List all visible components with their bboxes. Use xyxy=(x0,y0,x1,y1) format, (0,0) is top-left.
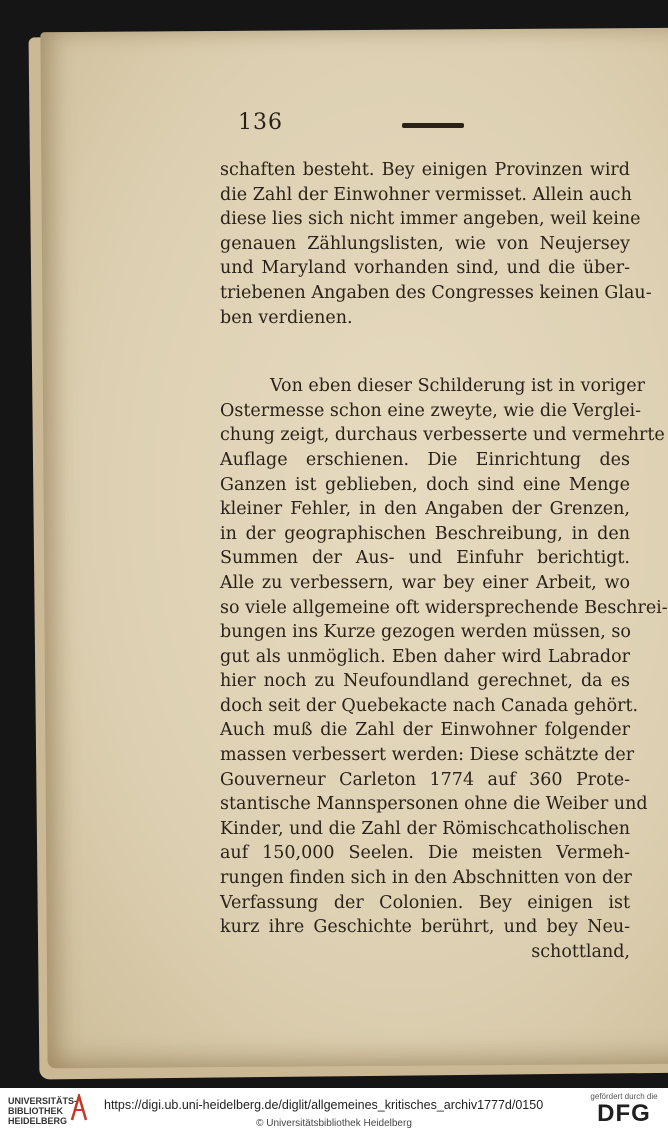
text-line: triebenen Angaben des Congresses keinen Glau- xyxy=(220,282,652,303)
header-rule xyxy=(402,123,464,128)
text-line: Kinder, und die Zahl der Römischcatholischen xyxy=(220,818,630,839)
copyright-notice: © Universitätsbibliothek Heidelberg xyxy=(256,1118,412,1129)
page-number: 136 xyxy=(238,110,283,135)
funder-label: gefördert durch die xyxy=(590,1092,658,1101)
text-line: Summen der Aus- und Einfuhr berichtigt. xyxy=(220,548,630,569)
text-line: in der geographischen Beschreibung, in den xyxy=(220,523,630,544)
text-line: Auch muß die Zahl der Einwohner folgender xyxy=(220,720,630,741)
body-text xyxy=(220,158,668,964)
text-line: bungen ins Kurze gezogen werden müssen, so xyxy=(220,622,631,643)
text-line: stantische Mannspersonen ohne die Weiber und xyxy=(220,794,648,815)
text-line: massen verbessert werden: Diese schätzte der xyxy=(220,745,635,766)
text-line: Ostermesse schon eine zweyte, wie die Verglei- xyxy=(220,400,642,421)
text-line: Gouverneur Carleton 1774 auf 360 Prote- xyxy=(220,769,630,790)
text-line: und Maryland vorhanden sind, und die über- xyxy=(220,258,630,279)
text-line: rungen finden sich in den Abschnitten von der xyxy=(220,868,632,889)
text-line: kleiner Fehler, in den Angaben der Grenzen, xyxy=(220,499,630,520)
text-line: kurz ihre Geschichte berührt, und bey Neu- xyxy=(220,917,630,938)
catchword: schottland, xyxy=(531,941,630,962)
funder-logo[interactable] xyxy=(590,1092,658,1127)
library-name-line: HEIDELBERG xyxy=(8,1116,68,1126)
text-line: auf 150,000 Seelen. Die meisten Vermeh- xyxy=(220,843,630,864)
text-line: Alle zu verbessern, war bey einer Arbeit, wo xyxy=(220,572,630,593)
text-line: Auflage erschienen. Die Einrichtung des xyxy=(220,449,630,470)
text-line: genauen Zählungslisten, wie von Neujersey xyxy=(220,233,630,254)
text-line: chung zeigt, durchaus verbesserte und vermehrte xyxy=(220,425,665,446)
viewer-footer xyxy=(0,1088,668,1136)
library-name-line: UNIVERSITÄTS- xyxy=(8,1096,78,1106)
text-line: Ganzen ist geblieben, doch sind eine Menge xyxy=(220,474,630,495)
library-name-line: BIBLIOTHEK xyxy=(8,1106,63,1116)
text-line: diese lies sich nicht immer angeben, weil keine xyxy=(220,209,641,230)
page-url-link[interactable]: https://digi.ub.uni-heidelberg.de/diglit/allgemeines_kritisches_archiv1777d/0150 xyxy=(104,1098,544,1112)
text-line: gut als unmöglich. Eben daher wird Labrador xyxy=(220,646,630,667)
dfg-logo-text: DFG xyxy=(597,1100,651,1127)
text-line: doch seit der Quebekacte nach Canada gehört. xyxy=(220,695,639,716)
text-line: die Zahl der Einwohner vermisset. Allein auch xyxy=(220,184,632,205)
text-line: Verfassung der Colonien. Bey einigen ist xyxy=(220,892,630,913)
text-line: ben verdienen. xyxy=(220,307,353,328)
text-line: hier noch zu Neufoundland gerechnet, da es xyxy=(220,671,630,692)
text-line: so viele allgemeine oft widersprechende Beschrei- xyxy=(220,597,668,618)
text-line: schaften besteht. Bey einigen Provinzen wird xyxy=(220,160,630,180)
text-line: Von eben dieser Schilderung ist in voriger xyxy=(270,376,645,397)
